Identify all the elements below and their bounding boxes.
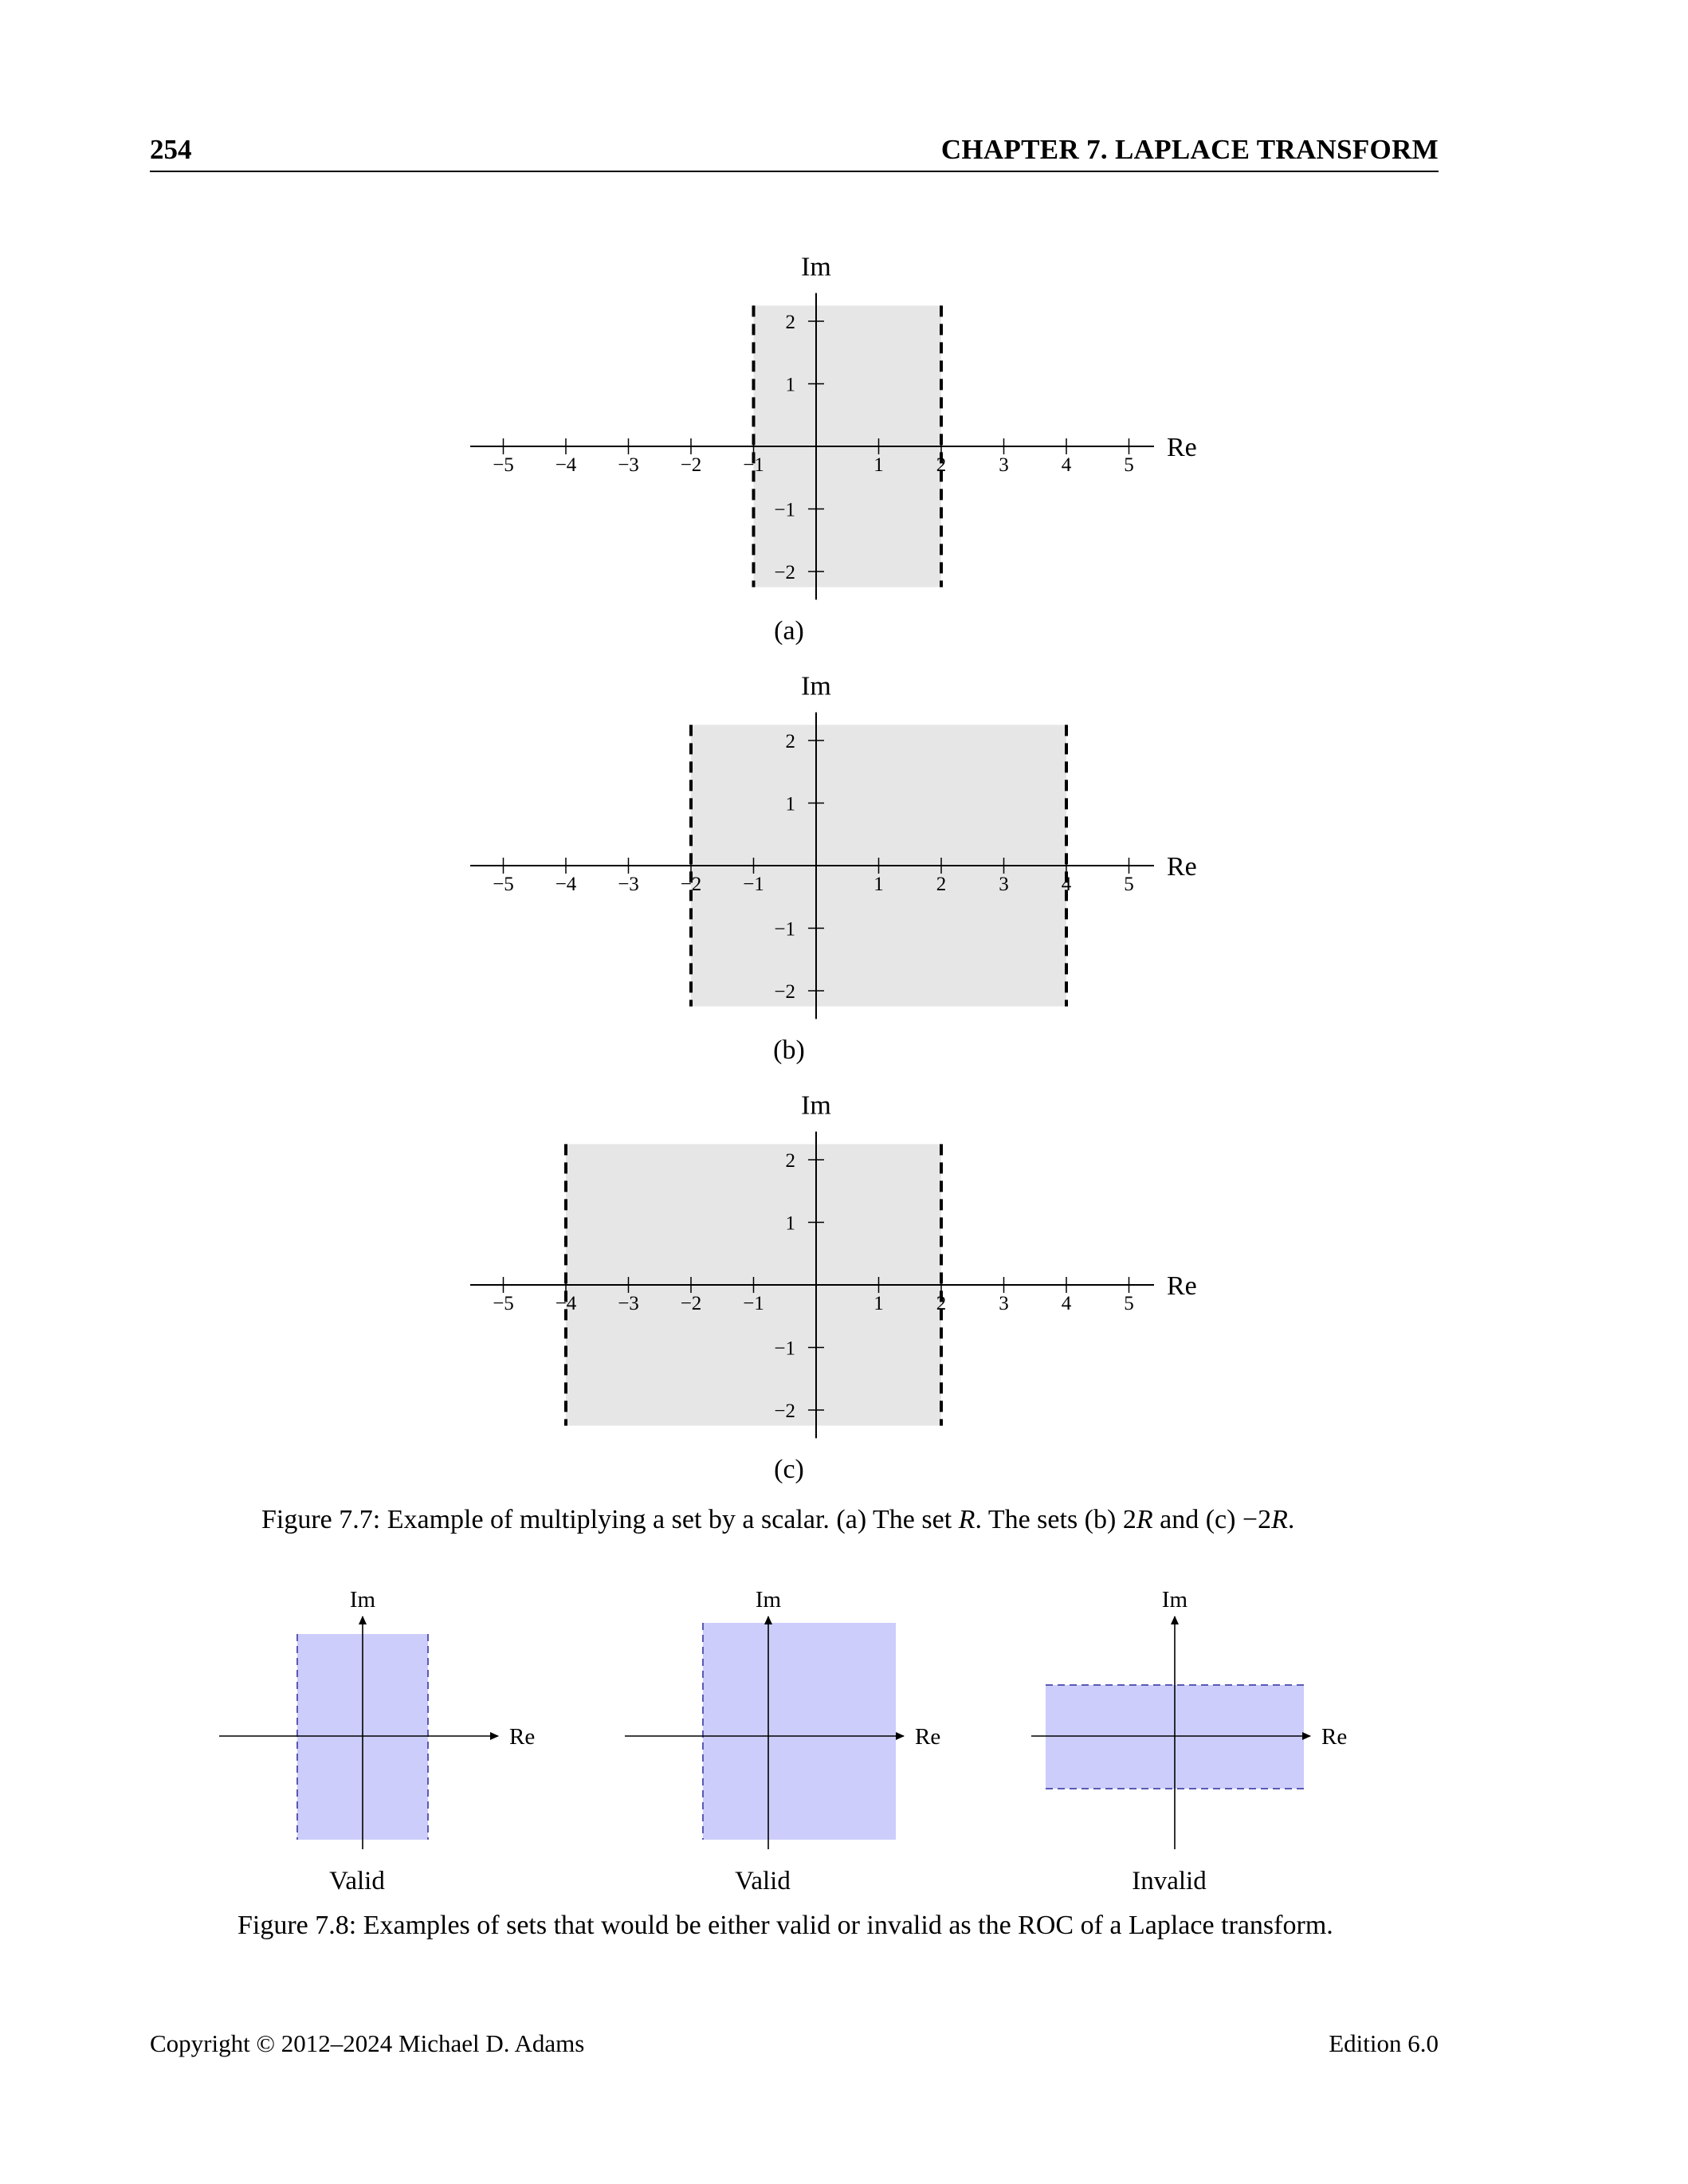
x-tick-label: 5 [1124, 454, 1134, 476]
im-axis-label: Im [755, 1587, 782, 1612]
im-axis-label: Im [801, 1090, 831, 1121]
im-axis-label: Im [801, 671, 831, 701]
x-tick-label: 3 [999, 1293, 1009, 1314]
y-tick-label: −2 [774, 562, 795, 583]
y-tick-label: −1 [774, 1338, 795, 1360]
caption-set-r: R [1271, 1505, 1288, 1534]
x-tick-label: 3 [999, 874, 1009, 895]
footer-copyright: Copyright © 2012–2024 Michael D. Adams [150, 2029, 585, 2057]
panel-label: (b) [773, 1035, 805, 1065]
caption-text-1: Figure 7.7: Example of multiplying a set by a scalar. (a) The set [261, 1505, 959, 1534]
x-tick-label: −1 [743, 1293, 764, 1314]
header-rule [150, 171, 1439, 172]
x-tick-label: −2 [680, 1293, 702, 1314]
x-tick-label: −5 [493, 454, 514, 476]
x-tick-label: −5 [493, 1293, 514, 1314]
x-tick-label: −5 [493, 874, 514, 895]
x-tick-label: 4 [1061, 874, 1072, 895]
re-axis-label: Re [1167, 433, 1197, 462]
re-axis-label: Re [1167, 852, 1197, 882]
x-tick-label: −1 [743, 874, 764, 895]
validity-label: Valid [329, 1867, 385, 1895]
page-number: 254 [150, 134, 192, 165]
x-tick-label: 2 [936, 454, 947, 476]
panel-label: (c) [774, 1455, 804, 1484]
x-tick-label: −1 [743, 454, 764, 476]
x-tick-label: −4 [555, 454, 577, 476]
y-tick-label: 2 [785, 1150, 795, 1172]
caption-text-4: . [1287, 1505, 1295, 1534]
re-axis-label: Re [1321, 1724, 1348, 1750]
roc-example [625, 1587, 940, 1895]
caption-set-r: R [1136, 1505, 1153, 1534]
re-axis-label: Re [915, 1724, 941, 1750]
figure-7-8 [0, 1586, 1688, 1905]
x-tick-label: −4 [555, 874, 577, 895]
validity-label: Invalid [1132, 1867, 1207, 1895]
y-tick-label: 1 [785, 793, 795, 815]
im-axis-label: Im [801, 252, 831, 282]
x-tick-label: 3 [999, 454, 1009, 476]
y-tick-label: 2 [785, 312, 795, 333]
figure-7-7-panel-a [0, 239, 1688, 654]
x-tick-label: 2 [936, 874, 947, 895]
x-tick-label: −3 [618, 874, 639, 895]
x-tick-label: 2 [936, 1293, 947, 1314]
roc-fill [703, 1623, 896, 1840]
y-tick-label: 1 [785, 1212, 795, 1235]
re-axis-label: Re [509, 1724, 536, 1750]
figure-7-8-caption: Figure 7.8: Examples of sets that would be either valid or invalid as the ROC of a Laplace transform. [237, 1911, 1333, 1940]
caption-text-2: . The sets (b) 2 [975, 1505, 1136, 1534]
im-axis-label: Im [1161, 1587, 1188, 1612]
panel-label: (a) [774, 616, 804, 646]
x-tick-label: 1 [873, 874, 884, 895]
x-tick-label: 4 [1061, 1293, 1072, 1314]
roc-example [219, 1587, 535, 1895]
footer-edition: Edition 6.0 [1329, 2029, 1439, 2057]
figure-7-7-panel-c [0, 1078, 1688, 1492]
x-tick-label: 1 [873, 1293, 884, 1314]
y-tick-label: 2 [785, 731, 795, 752]
x-tick-label: 5 [1124, 1293, 1134, 1314]
x-tick-label: −3 [618, 1293, 639, 1314]
validity-label: Valid [735, 1867, 791, 1895]
roc-example [1031, 1587, 1347, 1895]
chapter-title: CHAPTER 7. LAPLACE TRANSFORM [940, 134, 1439, 165]
y-tick-label: 1 [785, 374, 795, 396]
y-tick-label: −2 [774, 981, 795, 1003]
x-tick-label: −2 [680, 874, 702, 895]
caption-text-3: and (c) −2 [1152, 1505, 1272, 1534]
x-tick-label: 5 [1124, 874, 1134, 895]
y-tick-label: −2 [774, 1400, 795, 1422]
x-tick-label: −3 [618, 454, 639, 476]
im-axis-label: Im [349, 1587, 376, 1612]
y-tick-label: −1 [774, 918, 795, 941]
re-axis-label: Re [1167, 1271, 1197, 1301]
x-tick-label: −4 [555, 1293, 577, 1314]
x-tick-label: −2 [680, 454, 702, 476]
x-tick-label: 1 [873, 454, 884, 476]
y-tick-label: −1 [774, 499, 795, 521]
x-tick-label: 4 [1061, 454, 1072, 476]
caption-set-r: R [958, 1505, 976, 1534]
figure-7-7-panel-b [0, 658, 1688, 1073]
figure-7-7-caption [261, 1505, 1294, 1535]
